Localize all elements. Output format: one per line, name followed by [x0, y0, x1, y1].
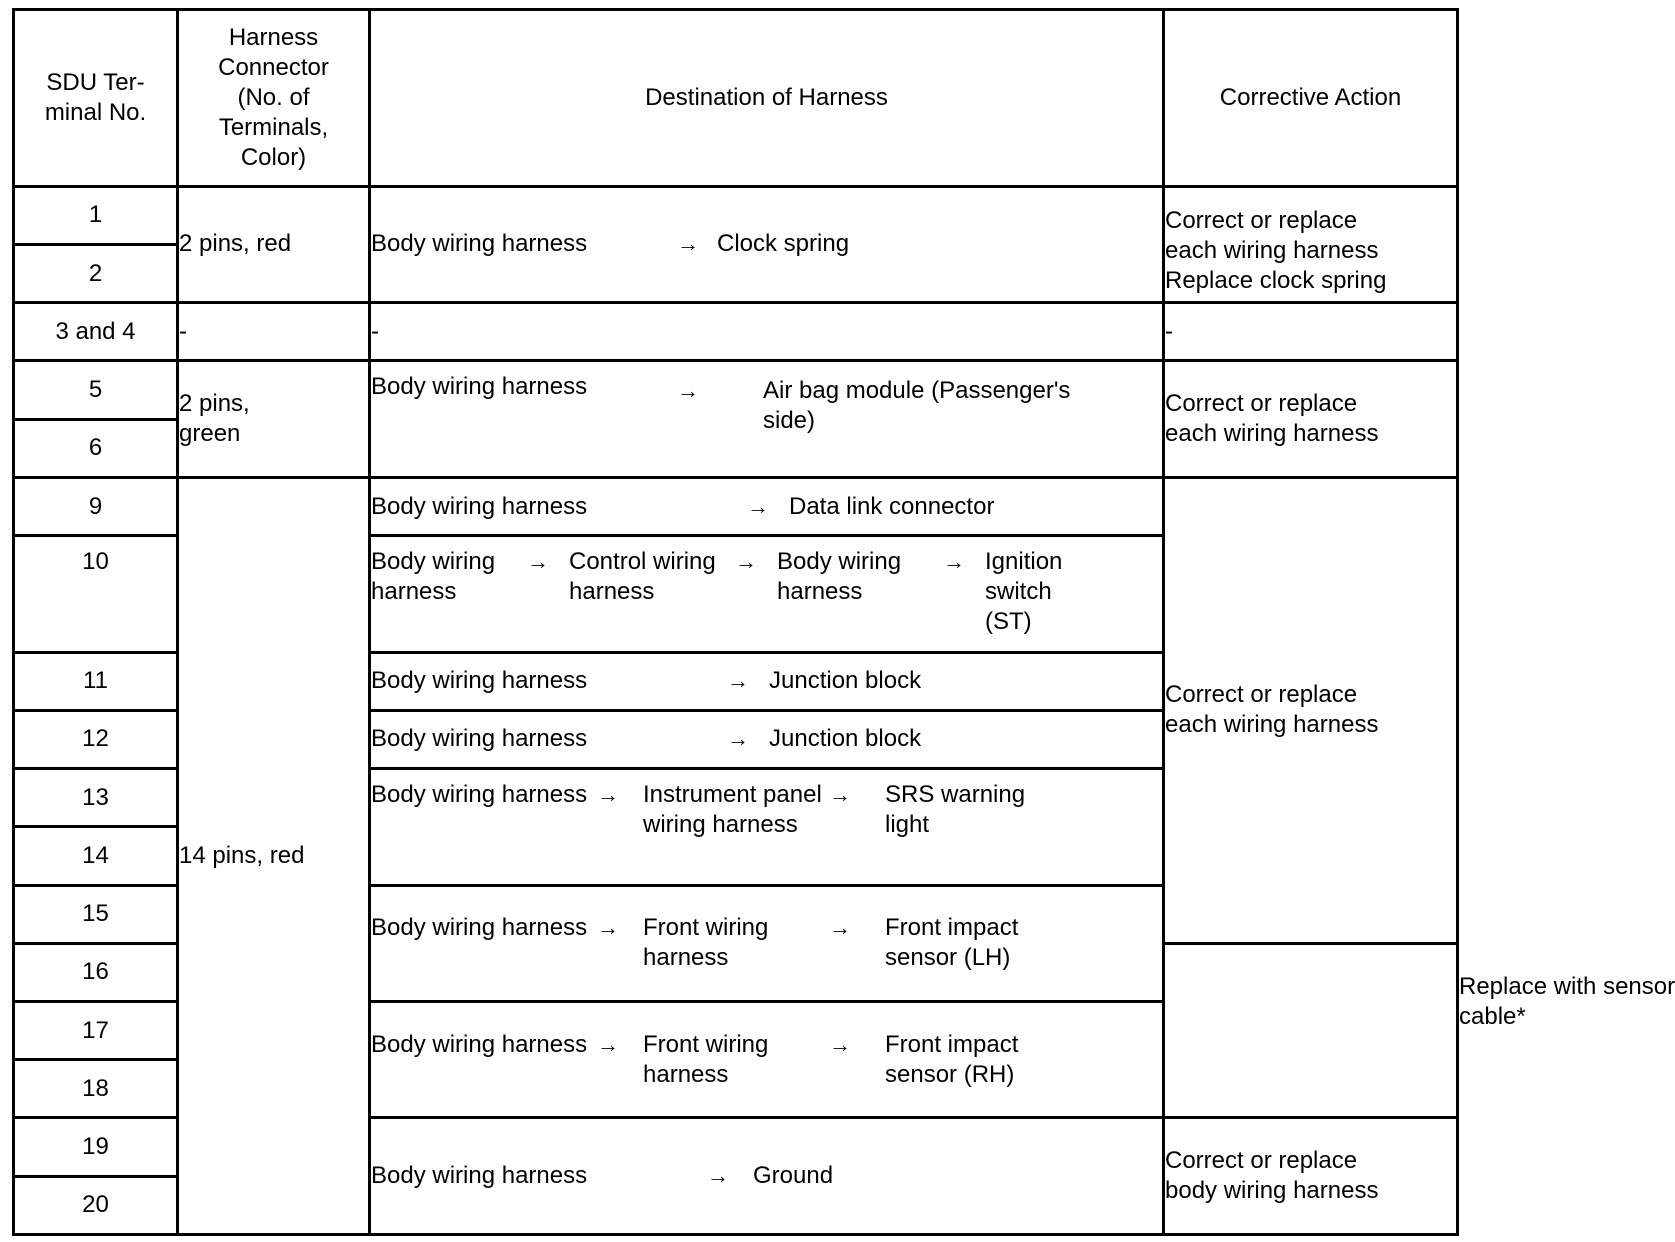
terminal-cell: 3 and 4	[14, 303, 178, 361]
action-cell	[1164, 477, 1458, 943]
flow-node: Body wiring harness	[371, 725, 588, 753]
flow-node: Data link connector	[789, 492, 995, 520]
flow-node: Clock spring	[717, 230, 850, 258]
terminal-cell: 12	[14, 710, 178, 768]
harness-inspection-table	[12, 8, 1675, 1236]
arrow-right-icon	[823, 780, 885, 810]
destination-cell	[370, 885, 1164, 1001]
connector-cell: 2 pins, red	[178, 186, 370, 302]
flow-node: Control wiring harness	[569, 548, 716, 606]
action-cell	[1164, 1118, 1458, 1235]
table-row: 15 Body wiring harness → Front wiring harness → Front impact sensor (LH) Replace with sensor cable*	[14, 885, 1458, 943]
terminal-cell: 1	[14, 186, 178, 244]
action-line: each wiring harness	[1165, 420, 1379, 448]
destination-flow	[371, 666, 1162, 696]
action-line: each wiring harness	[1165, 711, 1379, 739]
action-cell: -	[1164, 303, 1458, 361]
destination-cell	[370, 536, 1164, 652]
arrow-right-icon	[741, 492, 789, 522]
flow-node: Body wiring harness	[371, 373, 588, 401]
action-line	[1165, 206, 1456, 236]
action-line: body wiring harness	[1165, 1177, 1379, 1205]
arrow-right-icon	[721, 724, 769, 754]
flow-node: Ignition switch (ST)	[985, 548, 1063, 636]
connector-cell: -	[178, 303, 370, 361]
action-line: each wiring harness	[1165, 237, 1379, 265]
header-corrective-action: Corrective Action	[1164, 10, 1458, 187]
arrow-right-icon	[521, 547, 569, 577]
destination-flow	[371, 724, 1162, 754]
flow-node: Front impact sensor (LH)	[885, 914, 1019, 972]
destination-flow	[371, 1030, 1162, 1090]
destination-flow	[371, 547, 1162, 637]
action-text: Correct or replace	[1165, 207, 1358, 235]
terminal-cell: 18	[14, 1060, 178, 1118]
action-line: Correct or replace	[1165, 390, 1358, 418]
destination-cell	[370, 477, 1164, 535]
arrow-right-icon	[591, 913, 643, 943]
flow-node: Body wiring harness	[371, 230, 588, 258]
flow-node: Body wiring harness	[371, 492, 588, 520]
arrow-right-icon	[701, 1161, 753, 1191]
destination-flow	[371, 372, 1162, 436]
flow-node: Body wiring harness	[371, 1030, 588, 1058]
action-line: Correct or replace	[1165, 1147, 1358, 1175]
table-row	[14, 303, 1458, 361]
connector-cell: 14 pins, red	[178, 477, 370, 1234]
destination-flow	[371, 1161, 1162, 1191]
flow-node: Body wiring harness	[371, 548, 496, 606]
header-sdu-terminal: SDU Ter- minal No.	[14, 10, 178, 187]
terminal-cell: 16	[14, 943, 178, 1001]
table-row	[14, 361, 1458, 419]
flow-node: Junction block	[769, 725, 922, 753]
destination-cell	[370, 769, 1164, 885]
action-cell	[1164, 186, 1458, 302]
arrow-right-icon	[671, 372, 763, 406]
arrow-right-icon	[671, 229, 717, 259]
arrow-right-icon	[591, 1030, 643, 1060]
arrow-right-icon	[823, 1030, 885, 1060]
destination-cell	[370, 361, 1164, 477]
destination-flow	[371, 780, 1162, 840]
arrow-right-icon	[729, 547, 777, 577]
flow-node: Body wiring harness	[371, 667, 588, 695]
destination-cell: -	[370, 303, 1164, 361]
terminal-cell: 14	[14, 827, 178, 885]
destination-cell	[370, 1118, 1164, 1235]
destination-flow	[371, 492, 1162, 522]
flow-node: Front wiring harness	[643, 914, 769, 972]
terminal-cell: 2	[14, 244, 178, 302]
flow-node: Junction block	[769, 667, 922, 695]
flow-node: SRS warning light	[885, 781, 1026, 839]
table-row	[14, 477, 1458, 535]
table-row	[14, 186, 1458, 244]
terminal-cell: 13	[14, 769, 178, 827]
terminal-cell: 15	[14, 885, 178, 943]
destination-cell	[370, 186, 1164, 302]
action-cell	[1164, 361, 1458, 477]
connector-cell: 2 pins, green	[178, 361, 370, 477]
terminal-cell: 6	[14, 419, 178, 477]
flow-node: Front wiring harness	[643, 1030, 769, 1088]
terminal-cell: 5	[14, 361, 178, 419]
header-destination: Destination of Harness	[370, 10, 1164, 187]
flow-node: Ground	[753, 1162, 834, 1190]
flow-node: Body wiring harness	[371, 1162, 588, 1190]
terminal-cell: 11	[14, 652, 178, 710]
destination-flow	[371, 229, 1162, 259]
destination-flow	[371, 913, 1162, 973]
flow-node: Body wiring harness	[371, 781, 588, 809]
flow-node: Front impact sensor (RH)	[885, 1030, 1019, 1088]
arrow-right-icon	[823, 913, 885, 943]
terminal-cell: 17	[14, 1002, 178, 1060]
terminal-cell: 9	[14, 477, 178, 535]
flow-node: Body wiring harness	[777, 548, 902, 606]
action-line: Correct or replace	[1165, 681, 1358, 709]
destination-cell	[370, 1002, 1164, 1118]
destination-cell	[370, 710, 1164, 768]
header-row	[14, 10, 1458, 187]
flow-node: Air bag module (Passenger's side)	[763, 377, 1071, 435]
destination-cell	[370, 652, 1164, 710]
arrow-right-icon	[721, 666, 769, 696]
flow-node: Body wiring harness	[371, 914, 588, 942]
header-harness-connector: Harness Connector (No. of Terminals, Color)	[178, 10, 370, 187]
terminal-cell: 20	[14, 1176, 178, 1234]
arrow-right-icon	[937, 547, 985, 577]
flow-node: Instrument panel wiring harness	[643, 781, 822, 839]
action-line: Replace clock spring	[1165, 267, 1387, 295]
terminal-cell: 10	[14, 536, 178, 652]
arrow-right-icon	[591, 780, 643, 810]
terminal-cell: 19	[14, 1118, 178, 1176]
